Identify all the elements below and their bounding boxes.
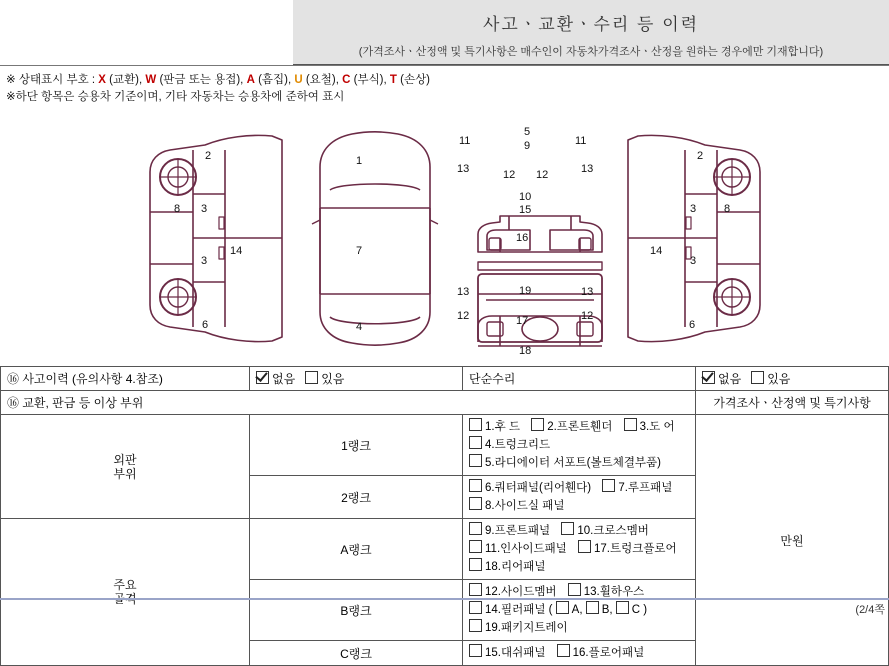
svg-text:8: 8 — [174, 203, 181, 215]
part-checkbox[interactable] — [469, 522, 482, 535]
part-checkbox[interactable] — [561, 522, 574, 535]
part-checkbox[interactable] — [469, 583, 482, 596]
svg-text:3: 3 — [690, 203, 697, 215]
svg-text:12: 12 — [581, 310, 594, 322]
legend-code-a: A — [246, 74, 255, 86]
part-checkbox[interactable] — [469, 497, 482, 510]
part-item[interactable]: 11.인사이드패널 — [469, 540, 567, 558]
accident-history-table — [0, 366, 889, 666]
rank-label-2: 2랭크 — [250, 476, 463, 519]
legend-label-x: (교환), — [105, 74, 146, 86]
svg-text:3: 3 — [201, 255, 208, 267]
part-checkbox[interactable] — [469, 644, 482, 657]
exchange-title: ⑯ 교환, 판금 등 이상 부위 — [1, 391, 696, 415]
part-checkbox[interactable] — [469, 454, 482, 467]
part-item[interactable]: 9.프론트패널 — [469, 522, 550, 540]
simple-repair-none-label: 없음 — [718, 372, 742, 386]
rank-label-b: B랭크 — [250, 580, 463, 641]
rank-c-items — [463, 641, 696, 666]
svg-text:12: 12 — [457, 310, 470, 322]
legend-code-u: U — [294, 74, 303, 86]
accident-history-row — [1, 367, 889, 391]
svg-text:5: 5 — [524, 126, 531, 138]
part-item[interactable]: 3.도 어 — [624, 418, 675, 436]
rank-label-a: A랭크 — [250, 519, 463, 580]
simple-repair-yes-checkbox[interactable] — [751, 371, 764, 384]
part-checkbox[interactable] — [531, 418, 544, 431]
page-number: (2/4쪽 — [855, 604, 885, 616]
part-item[interactable]: 1.후 드 — [469, 418, 520, 436]
legend-code-t: T — [389, 74, 397, 86]
header-divider — [0, 65, 889, 66]
part-checkbox[interactable] — [568, 583, 581, 596]
svg-text:17: 17 — [516, 315, 529, 327]
accident-yes-label: 있음 — [321, 372, 345, 386]
part-item[interactable]: 15.대쉬패널 — [469, 644, 545, 662]
part-item[interactable]: 17.트렁크플로어 — [578, 540, 677, 558]
part-item[interactable]: 10.크로스멤버 — [561, 522, 649, 540]
part-item[interactable]: 19.패키지트레이 — [469, 619, 568, 637]
svg-text:12: 12 — [536, 169, 549, 181]
part-checkbox[interactable] — [602, 479, 615, 492]
part-checkbox[interactable] — [469, 540, 482, 553]
simple-repair-label: 단순수리 — [463, 367, 696, 391]
header-left-gutter — [0, 0, 293, 65]
group-label-outer-panel: 외판 부위 — [1, 415, 250, 519]
rank-b-items — [463, 580, 696, 641]
svg-text:18: 18 — [519, 345, 532, 357]
svg-text:13: 13 — [457, 163, 470, 175]
part-item[interactable]: 4.트렁크리드 — [469, 436, 550, 454]
document-header — [293, 0, 889, 65]
page-subtitle: (가격조사ㆍ산정액 및 특기사항은 매수인이 자동차가격조사ㆍ산정을 원하는 경우에만 기재합니다) — [358, 46, 824, 58]
price-value: 만원 — [696, 415, 889, 666]
rank-a-items — [463, 519, 696, 580]
svg-text:19: 19 — [519, 285, 532, 297]
accident-history-label: ⑯ 사고이력 (유의사항 4.참조) — [1, 367, 250, 391]
rank-2-items — [463, 476, 696, 519]
rank-1-items — [463, 415, 696, 476]
accident-yes-checkbox[interactable] — [305, 371, 318, 384]
accident-history-choices — [250, 367, 463, 391]
legend-label-w: (판금 또는 용접), — [156, 74, 247, 86]
legend-line-2: ※하단 항목은 승용차 기준이며, 기타 자동차는 승용차에 준하여 표시 — [6, 91, 345, 103]
pillar-b-checkbox[interactable] — [586, 601, 599, 614]
svg-text:13: 13 — [457, 286, 470, 298]
svg-text:6: 6 — [689, 319, 696, 331]
part-item-pillar[interactable]: 14.필러패널 ( A, B, C ) — [469, 601, 647, 619]
svg-text:13: 13 — [581, 286, 594, 298]
legend-block — [6, 72, 886, 106]
simple-repair-yes-label: 있음 — [767, 372, 791, 386]
svg-text:13: 13 — [581, 163, 594, 175]
price-col-title: 가격조사ㆍ산정액 및 특기사항 — [696, 391, 889, 415]
part-item[interactable]: 2.프론트휀더 — [531, 418, 612, 436]
svg-text:14: 14 — [230, 245, 243, 257]
legend-code-x: X — [98, 74, 106, 86]
svg-text:1: 1 — [356, 155, 363, 167]
part-item[interactable]: 6.쿼터패널(리어휀다) — [469, 479, 591, 497]
part-checkbox[interactable] — [469, 479, 482, 492]
part-item[interactable]: 13.휠하우스 — [568, 583, 644, 601]
legend-line-1 — [6, 72, 886, 89]
vehicle-diagram — [0, 112, 889, 362]
part-checkbox[interactable] — [469, 558, 482, 571]
svg-text:11: 11 — [459, 135, 471, 147]
svg-text:11: 11 — [575, 135, 587, 147]
part-checkbox[interactable] — [557, 644, 570, 657]
rank-label-1: 1랭크 — [250, 415, 463, 476]
svg-text:2: 2 — [697, 150, 704, 162]
part-checkbox[interactable] — [624, 418, 637, 431]
svg-text:14: 14 — [650, 245, 663, 257]
accident-none-checkbox[interactable] — [256, 371, 269, 384]
part-item[interactable]: 18.리어패널 — [469, 558, 545, 576]
rank-label-c: C랭크 — [250, 641, 463, 666]
svg-text:12: 12 — [503, 169, 516, 181]
group-label-main-frame: 주요 — [1, 519, 250, 666]
part-checkbox[interactable] — [469, 436, 482, 449]
svg-text:2: 2 — [205, 150, 212, 162]
table-row — [1, 415, 889, 476]
legend-label-c: (부식), — [350, 74, 390, 86]
legend-code-w: W — [145, 74, 157, 86]
part-item[interactable]: 8.사이드실 패널 — [469, 497, 564, 515]
svg-text:7: 7 — [356, 245, 363, 257]
svg-text:3: 3 — [201, 203, 208, 215]
legend-prefix: ※ 상태표시 부호 : — [6, 74, 99, 86]
svg-text:9: 9 — [524, 140, 531, 152]
legend-code-c: C — [342, 74, 351, 86]
svg-text:10: 10 — [519, 191, 532, 203]
simple-repair-choices — [696, 367, 889, 391]
part-checkbox[interactable] — [469, 619, 482, 632]
svg-text:4: 4 — [356, 321, 363, 333]
part-checkbox[interactable] — [578, 540, 591, 553]
page-title: 사고ㆍ교환ㆍ수리 등 이력 — [482, 15, 700, 34]
legend-label-a: (흠집), — [254, 74, 295, 86]
pillar-a-checkbox[interactable] — [556, 601, 569, 614]
footer-divider — [0, 598, 889, 600]
svg-text:15: 15 — [519, 204, 532, 216]
part-checkbox[interactable] — [469, 601, 482, 614]
svg-text:16: 16 — [516, 232, 529, 244]
legend-label-u: (요철), — [302, 74, 343, 86]
legend-label-t: (손상) — [396, 74, 431, 86]
svg-text:3: 3 — [690, 255, 697, 267]
part-item[interactable]: 16.플로어패널 — [557, 644, 645, 662]
part-item[interactable]: 5.라디에이터 서포트(볼트체결부품) — [469, 454, 661, 472]
part-item[interactable]: 12.사이드멤버 — [469, 583, 557, 601]
simple-repair-none-checkbox[interactable] — [702, 371, 715, 384]
pillar-c-checkbox[interactable] — [616, 601, 629, 614]
exchange-title-row — [1, 391, 889, 415]
accident-none-label: 없음 — [272, 372, 296, 386]
part-checkbox[interactable] — [469, 418, 482, 431]
part-item[interactable]: 7.루프패널 — [602, 479, 672, 497]
svg-text:6: 6 — [202, 319, 209, 331]
svg-text:8: 8 — [724, 203, 731, 215]
